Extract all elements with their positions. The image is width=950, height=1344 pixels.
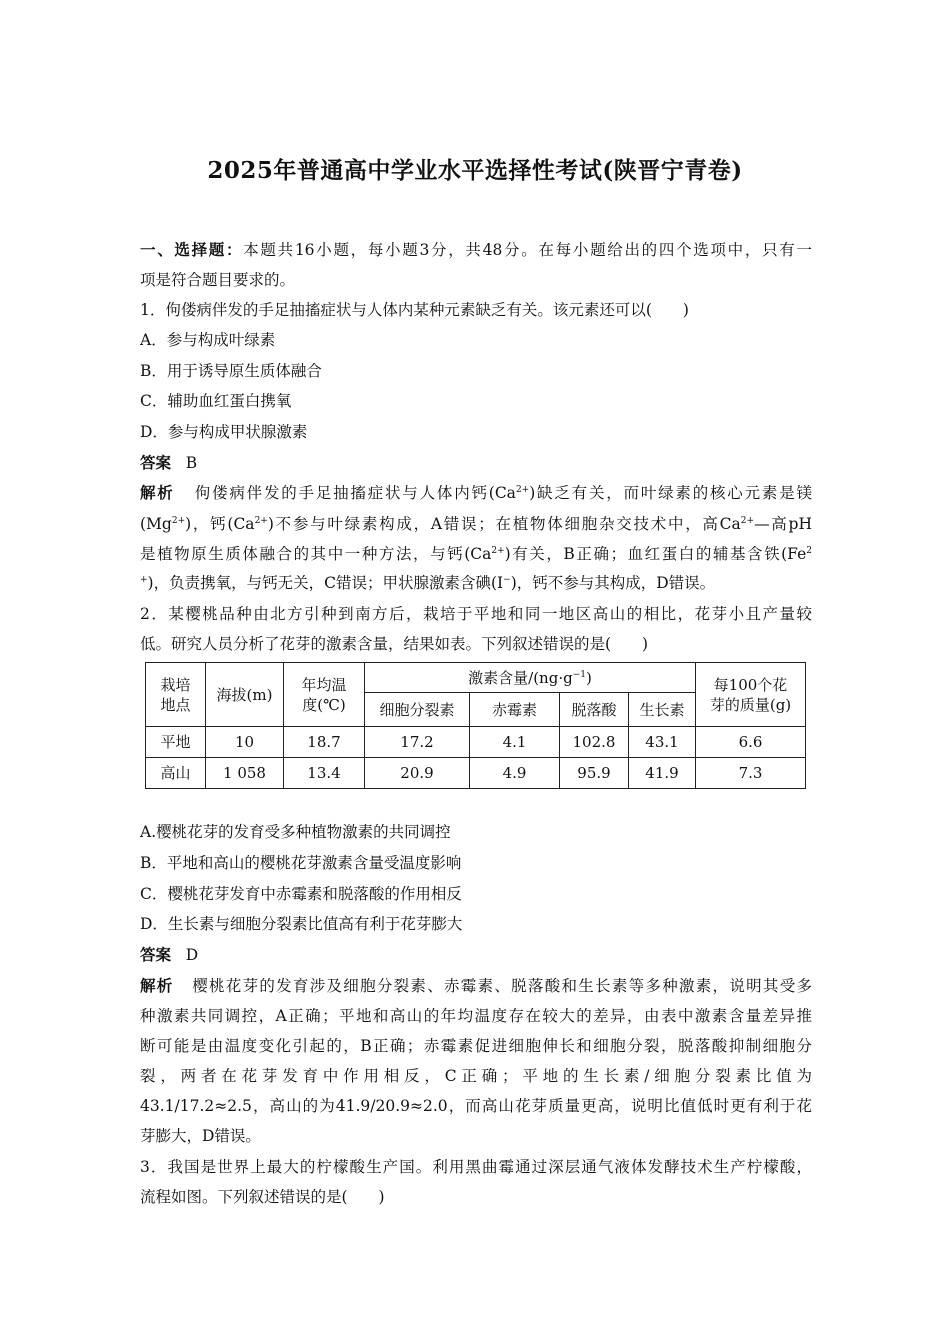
q1-answer-value: B	[185, 454, 198, 472]
q2-option-b: B．平地和高山的樱桃花芽激素含量受温度影响	[140, 854, 462, 872]
q1-analysis-text: (Mg	[140, 515, 172, 533]
ion-charge: 2+	[515, 485, 530, 495]
table-cell: 1 058	[206, 758, 284, 789]
table-cell: 18.7	[284, 727, 365, 758]
header-text: 年均温	[301, 675, 347, 694]
q1-analysis-line-3	[140, 544, 812, 564]
q1-analysis-text: 佝偻病伴发的手足抽搐症状与人体内钙(Ca	[194, 484, 516, 502]
q1-answer-label: 答案	[140, 453, 172, 472]
q1-analysis-text: 是植物原生质体融合的其中一种方法，与钙(Ca	[140, 545, 492, 563]
q1-analysis-line-1	[140, 483, 812, 503]
q2-answer-label: 答案	[140, 945, 172, 964]
q1-analysis-text: )不参与叶绿素构成，A错误；在植物体细胞杂交技术中，高Ca	[267, 515, 741, 533]
table-cell: 13.4	[284, 758, 365, 789]
section-intro-line-1	[140, 240, 812, 260]
ion-charge: 2+	[254, 516, 268, 526]
table-cell: 41.9	[629, 758, 696, 789]
ion-charge: 2+	[171, 516, 186, 526]
q1-analysis-text: )，钙(Ca	[185, 515, 255, 533]
q1-analysis-text: )缺乏有关，而叶绿素的核心元素是镁	[529, 484, 812, 502]
q1-analysis-text: )，负责携氧，与钙无关，C错误；甲状腺激素含碘(I	[147, 574, 504, 592]
ion-charge: +	[140, 575, 148, 585]
q2-analysis-line-5: 43.1/17.2≈2.5，高山的为41.9/20.9≈2.0，而高山花芽质量更高，说明比值低时更有利于花	[140, 1097, 812, 1115]
table-cell: 17.2	[365, 727, 470, 758]
table-cell: 20.9	[365, 758, 470, 789]
q2-option-c: C．樱桃花芽发育中赤霉素和脱落酸的作用相反	[140, 885, 462, 903]
q1-option-b: B．用于诱导原生质体融合	[140, 362, 322, 380]
page-title: 2025年普通高中学业水平选择性考试(陕晋宁青卷)	[207, 157, 743, 184]
header-text: 度(℃)	[302, 695, 346, 714]
q2-option-a: A.樱桃花芽的发育受多种植物激素的共同调控	[140, 823, 451, 841]
q2-answer-value: D	[185, 946, 199, 964]
q2-analysis-line-6: 芽膨大，D错误。	[140, 1127, 261, 1145]
header-abscisic-acid: 脱落酸	[560, 693, 629, 727]
table-cell: 43.1	[629, 727, 696, 758]
table-cell: 4.1	[470, 727, 560, 758]
unit-exponent: −1	[572, 669, 586, 680]
q1-option-a: A．参与构成叶绿素	[140, 331, 276, 349]
header-mass	[696, 663, 806, 727]
table-cell: 10	[206, 727, 284, 758]
header-altitude: 海拔(m)	[206, 663, 284, 727]
q2-analysis-line-4: 裂，两者在花芽发育中作用相反，C正确；平地的生长素/细胞分裂素比值为	[140, 1067, 812, 1085]
ion-charge: −	[503, 575, 511, 585]
ion-charge: 2	[806, 546, 812, 556]
table-cell: 平地	[146, 727, 206, 758]
q2-analysis-text: 樱桃花芽的发育涉及细胞分裂素、赤霉素、脱落酸和生长素等多种激素，说明其受多	[192, 977, 812, 995]
q2-analysis-label: 解析	[140, 976, 174, 995]
q2-stem-line-2: 低。研究人员分析了花芽的激素含量，结果如表。下列叙述错误的是( )	[140, 635, 649, 653]
q1-stem: 1．佝偻病伴发的手足抽搐症状与人体内某种元素缺乏有关。该元素还可以( )	[140, 301, 689, 319]
header-text: 激素含量/(ng·g	[468, 668, 573, 687]
header-auxin: 生长素	[629, 693, 696, 727]
q2-answer	[140, 945, 812, 965]
header-site	[146, 663, 206, 727]
table-cell: 102.8	[560, 727, 629, 758]
q1-option-d: D．参与构成甲状腺激素	[140, 423, 308, 441]
section-intro-text: 本题共16小题，每小题3分，共48分。在每小题给出的四个选项中，只有一	[243, 241, 812, 259]
header-cytokinin: 细胞分裂素	[365, 693, 470, 727]
table-cell: 7.3	[696, 758, 806, 789]
header-text: 栽培	[160, 675, 191, 694]
table-cell: 高山	[146, 758, 206, 789]
q1-answer	[140, 453, 812, 473]
header-text: 地点	[160, 695, 191, 714]
hormone-table	[145, 662, 806, 789]
ion-charge: 2+	[491, 546, 505, 556]
section-heading: 一、选择题：	[140, 240, 244, 259]
table-row	[146, 758, 806, 789]
header-hormone	[365, 663, 696, 693]
q1-analysis-line-4	[140, 573, 812, 593]
q1-option-c: C．辅助血红蛋白携氧	[140, 392, 292, 410]
ion-charge: 2+	[740, 516, 755, 526]
q2-stem-line-1: 2．某樱桃品种由北方引种到南方后，栽培于平地和同一地区高山的相比，花芽小且产量较	[140, 605, 812, 623]
header-text: 每100个花	[713, 675, 788, 694]
table-cell: 95.9	[560, 758, 629, 789]
q3-stem-line-2: 流程如图。下列叙述错误的是( )	[140, 1188, 385, 1206]
section-intro-line-2: 项是符合题目要求的。	[140, 271, 296, 289]
q1-analysis-text: )有关，B正确；血红蛋白的辅基含铁(Fe	[504, 545, 807, 563]
table-row	[146, 727, 806, 758]
q2-option-d: D．生长素与细胞分裂素比值高有利于花芽膨大	[140, 915, 463, 933]
header-text: )	[585, 668, 592, 687]
q2-analysis-line-1	[140, 976, 812, 996]
header-text: 芽的质量(g)	[709, 695, 792, 714]
q2-analysis-line-2: 种激素共同调控，A正确；平地和高山的年均温度存在较大的差异，由表中激素含量差异推	[140, 1007, 812, 1025]
q1-analysis-text: —高pH	[754, 515, 812, 533]
table-cell: 6.6	[696, 727, 806, 758]
q3-stem-line-1: 3．我国是世界上最大的柠檬酸生产国。利用黑曲霉通过深层通气液体发酵技术生产柠檬酸，	[140, 1158, 812, 1176]
header-temperature	[284, 663, 365, 727]
table-cell: 4.9	[470, 758, 560, 789]
q1-analysis-line-2	[140, 514, 812, 534]
q1-analysis-text: )，钙不参与其构成，D错误。	[510, 574, 716, 592]
q2-analysis-line-3: 断可能是由温度变化引起的，B正确；赤霉素促进细胞伸长和细胞分裂，脱落酸抑制细胞分	[140, 1037, 812, 1055]
header-gibberellin: 赤霉素	[470, 693, 560, 727]
q1-analysis-label: 解析	[140, 483, 175, 502]
